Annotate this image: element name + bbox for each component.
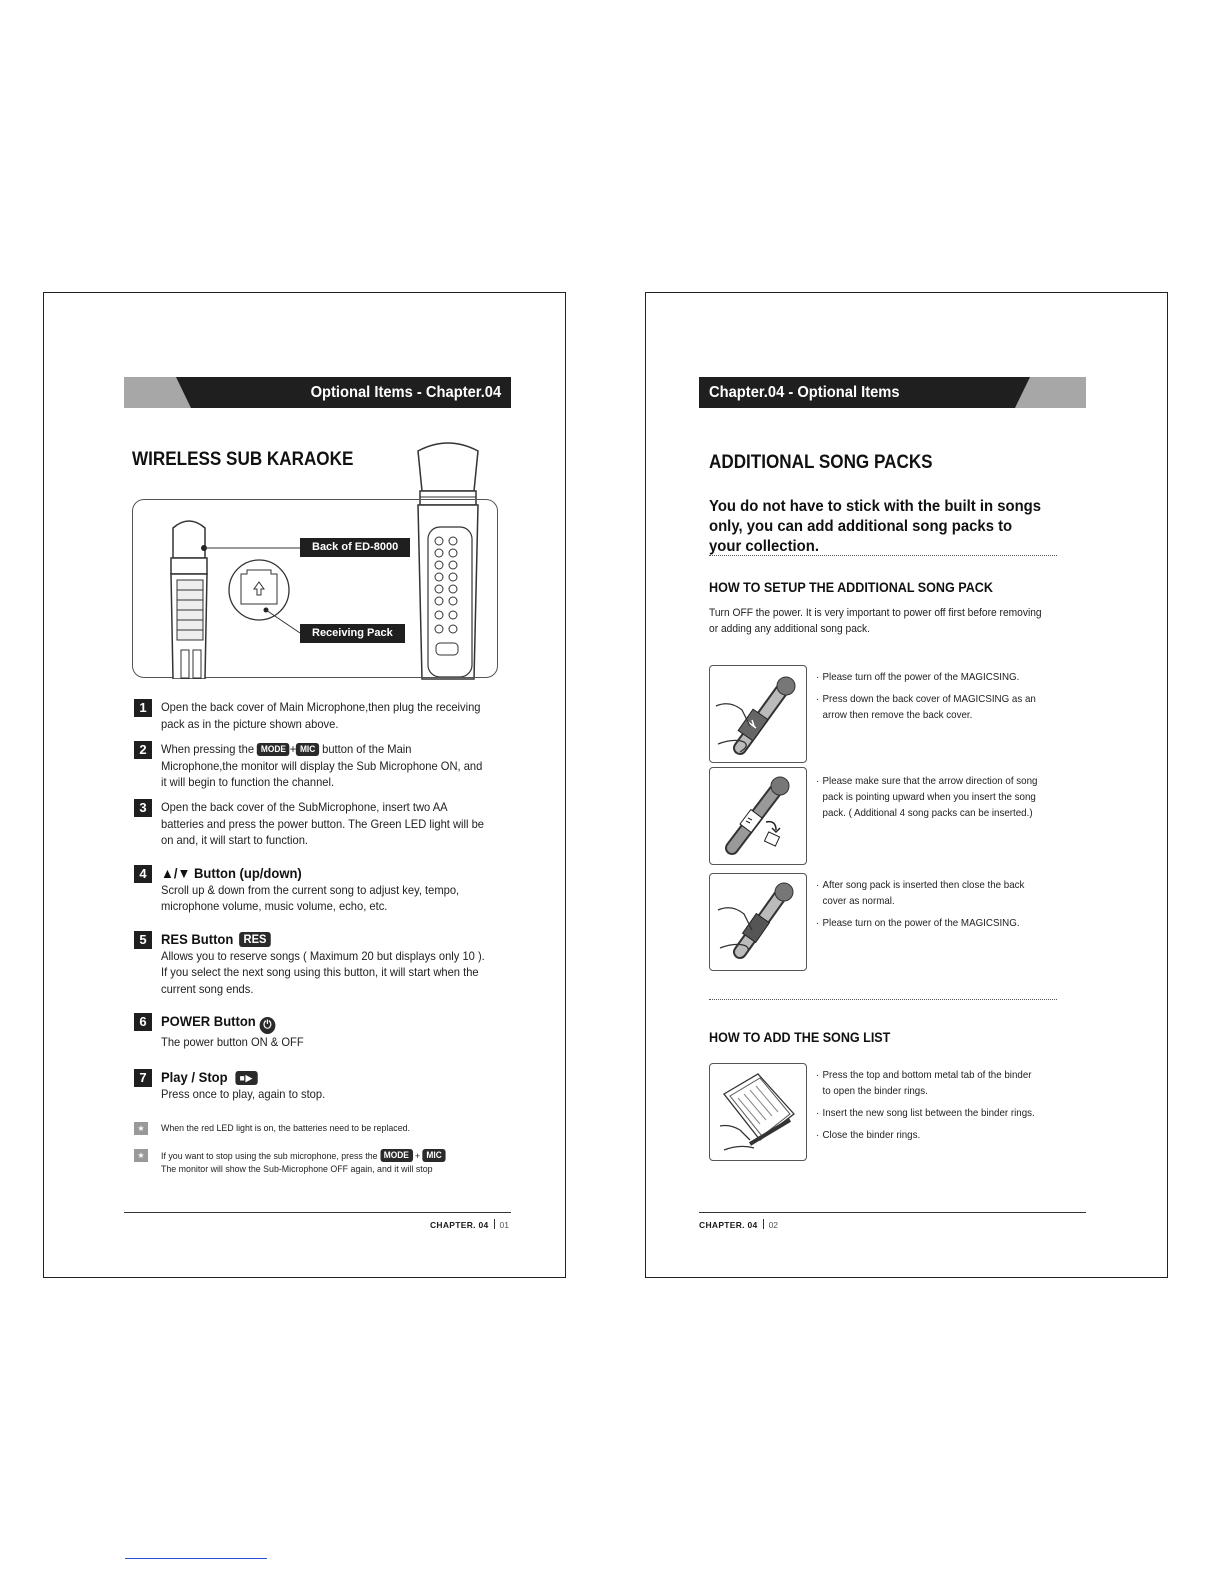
mode-button-icon: MODE <box>380 1149 413 1162</box>
step-2-post: button of the Main Microphone,the monitor will display the Sub Microphone ON, and it will begin to function the channel. <box>161 742 483 789</box>
note-2-post: The monitor will show the Sub-Microphone OFF again, and it will stop <box>161 1164 433 1175</box>
star-icon: ★ <box>134 1149 148 1162</box>
bullet-item: · Press the top and bottom metal tab of the binder to open the binder rings. <box>816 1067 1039 1099</box>
binder-icon <box>710 1064 806 1160</box>
step-text: Press once to play, again to stop. <box>161 1086 326 1101</box>
bullet-item: · Press down the back cover of MAGICSING as an arrow then remove the back cover. <box>816 691 1039 723</box>
mode-button-icon: MODE <box>257 743 290 756</box>
chapter-header-text: Chapter.04 - Optional Items <box>709 384 900 401</box>
plus-sign: + <box>289 742 297 756</box>
step-number: 4 <box>134 865 152 883</box>
sub-microphone-illustration <box>133 500 499 679</box>
binder-illustration <box>709 1063 807 1161</box>
step-title: RES Button <box>161 931 234 947</box>
dotted-divider <box>709 999 1057 1000</box>
page-title: WIRELESS SUB KARAOKE <box>132 449 354 470</box>
chapter-header-bar <box>699 377 1086 408</box>
step-number: 5 <box>134 931 152 949</box>
step-content <box>161 1069 487 1102</box>
note-2-pre: If you want to stop using the sub microphone, press the <box>161 1151 378 1162</box>
footer-chapter: CHAPTER. 04 <box>429 1220 489 1230</box>
step-title: POWER Button <box>161 1013 256 1029</box>
hand-microphone-icon <box>710 874 806 970</box>
footer-page-number: 01 <box>499 1220 509 1230</box>
play-stop-icon: ■▶ <box>235 1071 258 1085</box>
step-number: 6 <box>134 1013 152 1031</box>
intro-text: You do not have to stick with the built in songs only, you can add additional song packs to your collection. <box>709 498 1042 555</box>
setup-paragraph: Turn OFF the power. It is very important to power off first before removing or adding any additional song pack. <box>709 607 1042 635</box>
footer-separator <box>763 1219 764 1229</box>
note-text: When the red LED light is on, the batteries need to be replaced. <box>161 1123 411 1134</box>
step-title-row <box>161 1013 487 1034</box>
step-number: 2 <box>134 741 152 759</box>
bullet-item: · Please make sure that the arrow direction of song pack is pointing upward when you insert the song pack. ( Additional 4 song packs can be inserted.) <box>816 773 1039 821</box>
receiving-pack-diagram <box>132 499 498 678</box>
footer-chapter: CHAPTER. 04 <box>699 1220 758 1230</box>
setup-step-1-bullets <box>816 669 1039 729</box>
insert-song-pack-illustration <box>709 767 807 865</box>
step-number: 7 <box>134 1069 152 1087</box>
step-title-row <box>161 1069 487 1086</box>
step-number: 1 <box>134 699 152 717</box>
step-text: The power button ON & OFF <box>161 1035 304 1049</box>
step-text: Scroll up & down from the current song to adjust key, tempo, microphone volume, music volume, echo, etc. <box>161 882 460 913</box>
dotted-divider <box>709 555 1057 556</box>
step-2-pre: When pressing the <box>161 742 255 756</box>
page-footer <box>699 1219 778 1230</box>
step-text: Allows you to reserve songs ( Maximum 20 but displays only 10 ). If you select the next song using this button, it will start when the current song ends. <box>161 948 485 996</box>
bottom-underline <box>125 1558 267 1559</box>
star-icon: ★ <box>134 1122 148 1135</box>
chapter-header-bar <box>124 377 511 408</box>
footer-page-number: 02 <box>768 1220 779 1230</box>
power-icon: ⏻ <box>259 1017 275 1034</box>
left-page <box>43 292 566 1278</box>
chapter-header-text: Optional Items - Chapter.04 <box>310 384 501 401</box>
step-title-row <box>161 931 487 948</box>
bullet-item: · Please turn off the power of the MAGICSING. <box>816 669 1039 685</box>
remove-back-cover-illustration <box>709 665 807 763</box>
hand-microphone-icon <box>710 666 806 762</box>
step-content <box>161 1013 487 1051</box>
song-pack-insert-icon <box>710 768 806 864</box>
songlist-bullets <box>816 1067 1039 1149</box>
res-button-icon: RES <box>239 932 271 947</box>
plus-sign: + <box>415 1151 421 1162</box>
bullet-item: · Please turn on the power of the MAGICSING. <box>816 915 1039 931</box>
close-back-cover-illustration <box>709 873 807 971</box>
mic-button-icon: MIC <box>423 1149 446 1162</box>
step-text <box>161 741 487 791</box>
footer-rule <box>699 1212 1086 1213</box>
step-title: ▲/▼ Button (up/down) <box>161 865 302 881</box>
mic-button-icon: MIC <box>296 743 319 756</box>
right-page <box>645 292 1168 1278</box>
songlist-heading: HOW TO ADD THE SONG LIST <box>709 1030 891 1045</box>
page-footer <box>430 1219 509 1230</box>
bullet-item: · After song pack is inserted then close the back cover as normal. <box>816 877 1039 909</box>
bullet-item: · Insert the new song list between the binder rings. <box>816 1105 1039 1121</box>
step-text: Open the back cover of the SubMicrophone, insert two AA batteries and press the power button. The Green LED light will be on and, it will start to function. <box>161 800 485 847</box>
page-title: ADDITIONAL SONG PACKS <box>709 452 933 473</box>
callout-back-of-ed-8000: Back of ED-8000 <box>300 538 410 557</box>
note-text <box>161 1149 496 1176</box>
footer-separator <box>494 1219 495 1229</box>
callout-receiving-pack: Receiving Pack <box>300 624 405 643</box>
step-content <box>161 931 487 997</box>
step-number: 3 <box>134 799 152 817</box>
footer-rule <box>124 1212 511 1213</box>
bullet-item: · Close the binder rings. <box>816 1127 1039 1143</box>
setup-step-2-bullets <box>816 773 1039 827</box>
setup-step-3-bullets <box>816 877 1039 937</box>
step-text: Open the back cover of Main Microphone,then plug the receiving pack as in the picture shown above. <box>161 700 481 731</box>
setup-heading: HOW TO SETUP THE ADDITIONAL SONG PACK <box>709 580 993 595</box>
step-content <box>161 865 487 915</box>
step-title: Play / Stop <box>161 1069 228 1085</box>
